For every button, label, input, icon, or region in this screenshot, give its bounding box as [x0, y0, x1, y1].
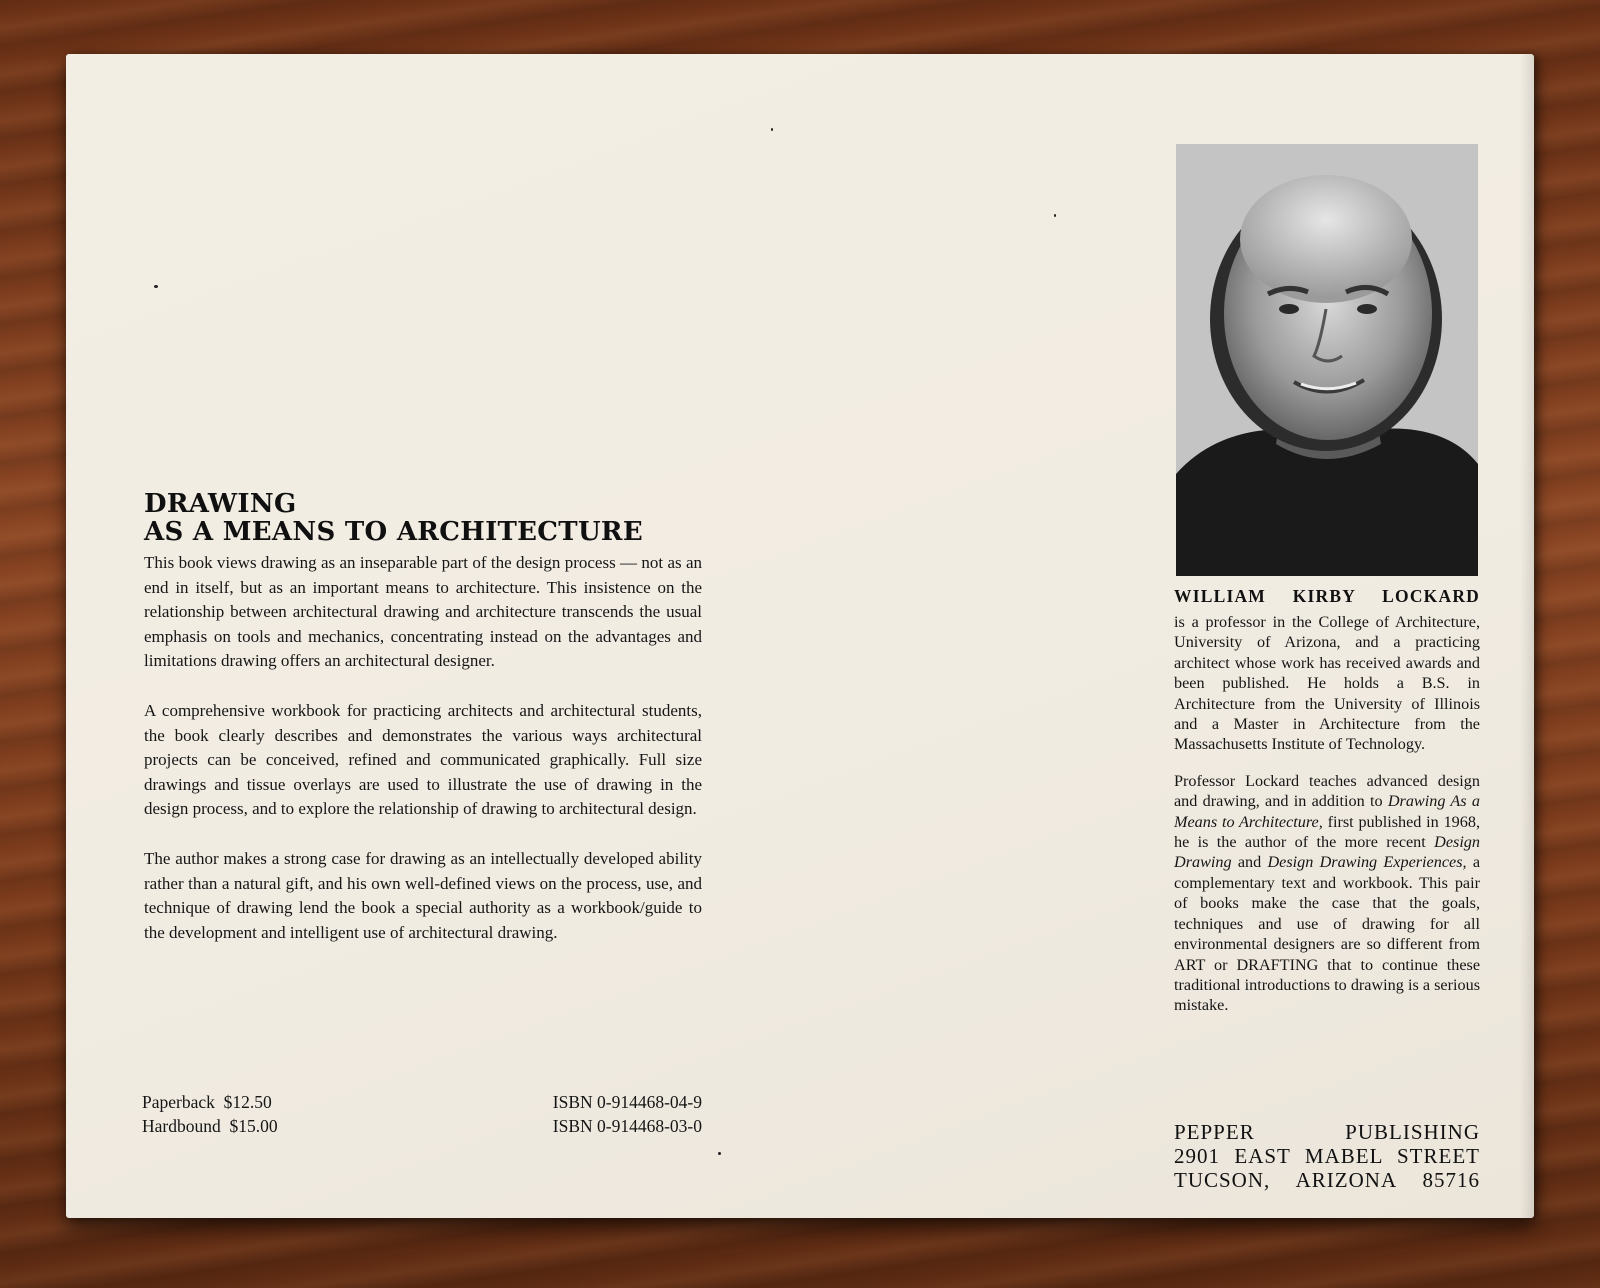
author-photo — [1176, 144, 1478, 576]
publisher-name: PEPPER PUBLISHING — [1174, 1120, 1480, 1144]
paper-speck — [1054, 214, 1056, 217]
paper-speck — [771, 128, 773, 131]
book-back-cover — [66, 54, 1534, 1218]
book-title-line2: AS A MEANS TO ARCHITECTURE — [144, 517, 643, 547]
description-paragraph: The author makes a strong case for drawing as an intellectually developed ability rather than a natural gift, and his own well-defined views on the process, use, and technique of drawing lend the book a special authority as a workbook/guide to the development and intelligent use of architectural drawing. — [144, 848, 702, 942]
author-name: WILLIAM KIRBY LOCKARD — [1174, 586, 1480, 606]
publisher-block — [1174, 1120, 1480, 1192]
book-description — [144, 551, 702, 970]
book-title — [144, 490, 643, 546]
publisher-city: TUCSON, ARIZONA 85716 — [1174, 1168, 1480, 1192]
edition-row — [142, 1090, 702, 1114]
description-paragraph: A comprehensive workbook for practicing architects and architectural students, the book clearly describes and demonstrates the various ways architectural projects can be conceived, refined and communicated graphically. Full size drawings and tissue overlays are used to illustrate the use of drawing in the design process, and to explore the relationship of drawing to architectural design. — [144, 700, 702, 819]
book-reference: Design Drawing Experiences, — [1267, 853, 1467, 872]
edition-label-price: Paperback $12.50 — [142, 1092, 272, 1112]
edition-label-price: Hardbound $15.00 — [142, 1116, 278, 1136]
publisher-street: 2901 EAST MABEL STREET — [1174, 1144, 1480, 1168]
book-title-line1: DRAWING — [144, 489, 297, 519]
edition-prices — [142, 1090, 702, 1138]
bio-paragraph: Professor Lockard teaches advanced design and drawing, and in addition to Drawing As a Means to Architecture, first published in 1968, he is the author of the more recent Design Drawing and Design Drawing Experiences, a complementary text and workbook. This pair of books make the case that the goals, techniques and use of drawing for all environmental designers are so different from ART or DRAFTING that to continue these traditional introductions to drawing is a serious mistake. — [1174, 771, 1481, 1015]
edition-isbn: ISBN 0-914468-03-0 — [552, 1116, 702, 1136]
cover-edge-shade — [1520, 54, 1534, 1218]
paper-speck — [154, 285, 158, 288]
edition-isbn: ISBN 0-914468-04-9 — [552, 1092, 702, 1112]
edition-row — [142, 1114, 702, 1138]
author-bio — [1174, 612, 1480, 1032]
description-paragraph: This book views drawing as an inseparable part of the design process — not as an end in itself, but as an important means to architecture. This insistence on the relationship between architectural drawing and architecture transcends the usual emphasis on tools and mechanics, concentrating instead on the advantages and limitations drawing offers an architectural designer. — [144, 553, 702, 671]
book-reference: Drawing As a Means to Architecture, — [1174, 792, 1480, 831]
paper-speck — [718, 1152, 721, 1155]
bio-paragraph: is a professor in the College of Architecture, University of Arizona, and a practicing architect whose work has received awards and been published. He holds a B.S. in Architecture from the University of Illinois and a Master in Architecture from the Massachusetts Institute of Technology. — [1174, 613, 1480, 754]
book-reference: Design Drawing — [1174, 833, 1480, 872]
